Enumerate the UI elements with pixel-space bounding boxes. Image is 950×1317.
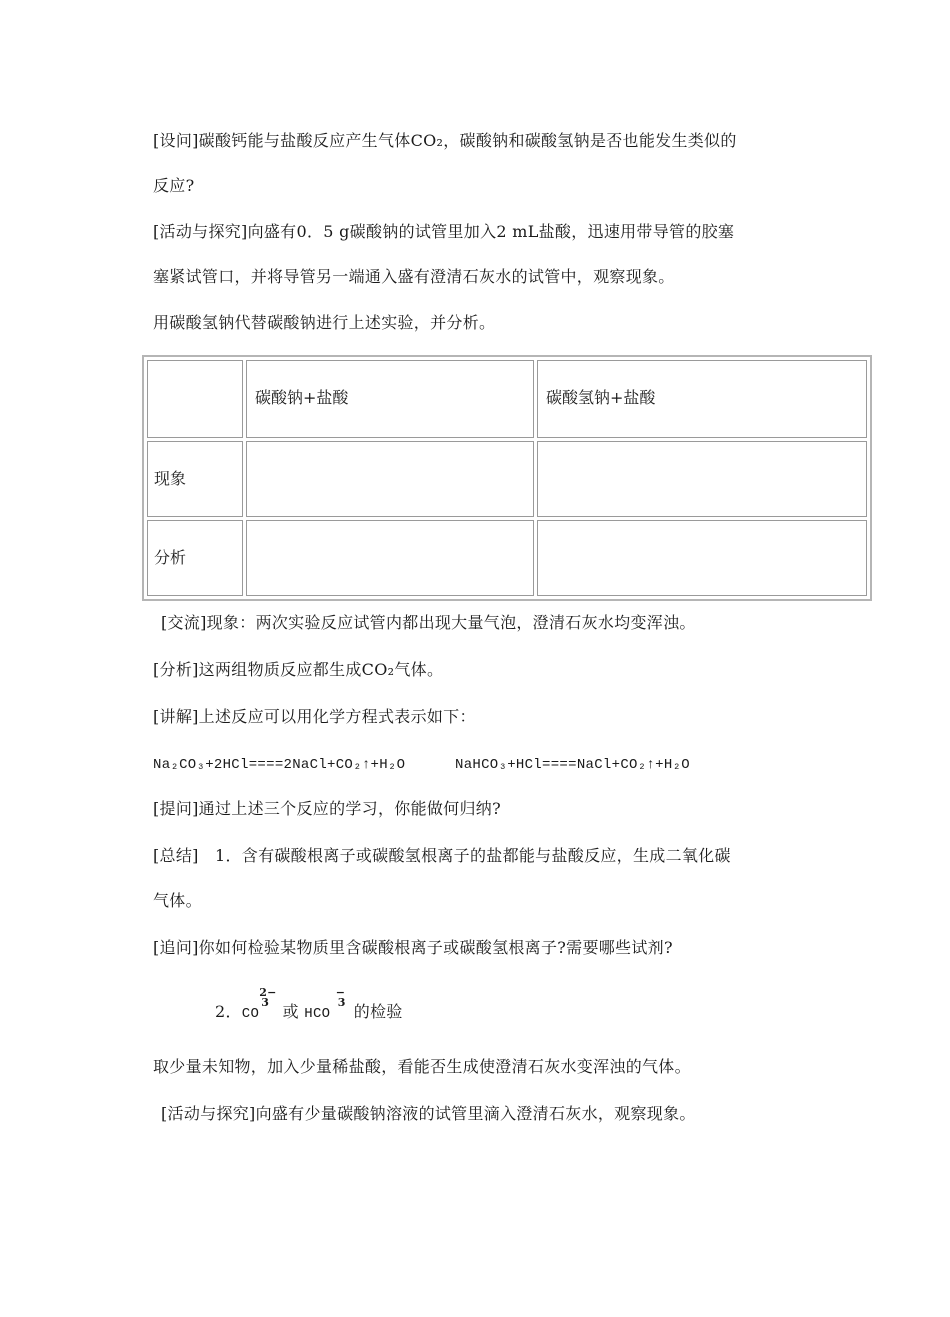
carbonate-charge-stack bbox=[259, 986, 277, 1017]
experiment-table bbox=[142, 355, 872, 601]
summary-paragraph-line-1: [总结] 1．含有碳酸根离子或碳酸氢根离子的盐都能与盐酸反应，生成二氧化碳 bbox=[153, 846, 731, 865]
table-cell-phenomenon-2[interactable] bbox=[537, 441, 867, 517]
ask-paragraph: [提问]通过上述三个反应的学习，你能做何归纳? bbox=[153, 799, 501, 818]
bicarbonate-formula: HCO bbox=[304, 1006, 331, 1022]
table-row-header-analysis: 分析 bbox=[147, 520, 243, 596]
activity-paragraph-line-1: [活动与探究]向盛有0．5 g碳酸钠的试管里加入2 mL盐酸，迅速用带导管的胶塞 bbox=[153, 222, 735, 241]
equation-sodium-bicarbonate: NaHCO₃+HCl====NaCl+CO₂↑+H₂O bbox=[455, 757, 690, 773]
heading-or: 或 bbox=[277, 1002, 305, 1021]
table-cell-analysis-1[interactable] bbox=[246, 520, 534, 596]
exchange-paragraph: [交流]现象：两次实验反应试管内都出现大量气泡，澄清石灰水均变浑浊。 bbox=[161, 613, 696, 632]
question-paragraph-line-1: [设问]碳酸钙能与盐酸反应产生气体CO₂，碳酸钠和碳酸氢钠是否也能发生类似的 bbox=[153, 131, 737, 150]
procedure-paragraph: 取少量未知物，加入少量稀盐酸，看能否生成使澄清石灰水变浑浊的气体。 bbox=[153, 1057, 691, 1076]
table-cell-analysis-2[interactable] bbox=[537, 520, 867, 596]
carbonate-formula: CO bbox=[241, 1006, 260, 1022]
explanation-paragraph: [讲解]上述反应可以用化学方程式表示如下： bbox=[153, 707, 476, 726]
summary-paragraph-line-2: 气体。 bbox=[153, 891, 202, 910]
follow-up-paragraph: [追问]你如何检验某物质里含碳酸根离子或碳酸氢根离子?需要哪些试剂? bbox=[153, 938, 673, 957]
analysis-paragraph: [分析]这两组物质反应都生成CO₂气体。 bbox=[153, 660, 444, 679]
carbonate-charge: 2− bbox=[259, 986, 277, 999]
heading-number: 2． bbox=[215, 1002, 242, 1021]
table-header-sodium-carbonate: 碳酸钠+盐酸 bbox=[246, 360, 534, 438]
table-cell-phenomenon-1[interactable] bbox=[246, 441, 534, 517]
question-paragraph-line-2: 反应? bbox=[153, 176, 195, 195]
table-row-header-phenomenon: 现象 bbox=[147, 441, 243, 517]
bicarbonate-charge-stack bbox=[335, 986, 354, 1017]
activity-paragraph-2: [活动与探究]向盛有少量碳酸钠溶液的试管里滴入澄清石灰水，观察现象。 bbox=[161, 1104, 696, 1123]
equation-sodium-carbonate: Na₂CO₃+2HCl====2NaCl+CO₂↑+H₂O bbox=[153, 757, 406, 773]
substitute-paragraph: 用碳酸氢钠代替碳酸钠进行上述实验，并分析。 bbox=[153, 313, 496, 332]
bicarbonate-charge: − bbox=[335, 986, 346, 999]
section-heading-ion-test bbox=[215, 986, 403, 1024]
carbonate-subscript: 3 bbox=[261, 996, 270, 1009]
table-corner-cell bbox=[147, 360, 243, 438]
heading-tail: 的检验 bbox=[353, 1002, 403, 1021]
bicarbonate-subscript: 3 bbox=[337, 996, 346, 1009]
activity-paragraph-line-2: 塞紧试管口，并将导管另一端通入盛有澄清石灰水的试管中，观察现象。 bbox=[153, 267, 675, 286]
table-header-sodium-bicarbonate: 碳酸氢钠+盐酸 bbox=[537, 360, 867, 438]
